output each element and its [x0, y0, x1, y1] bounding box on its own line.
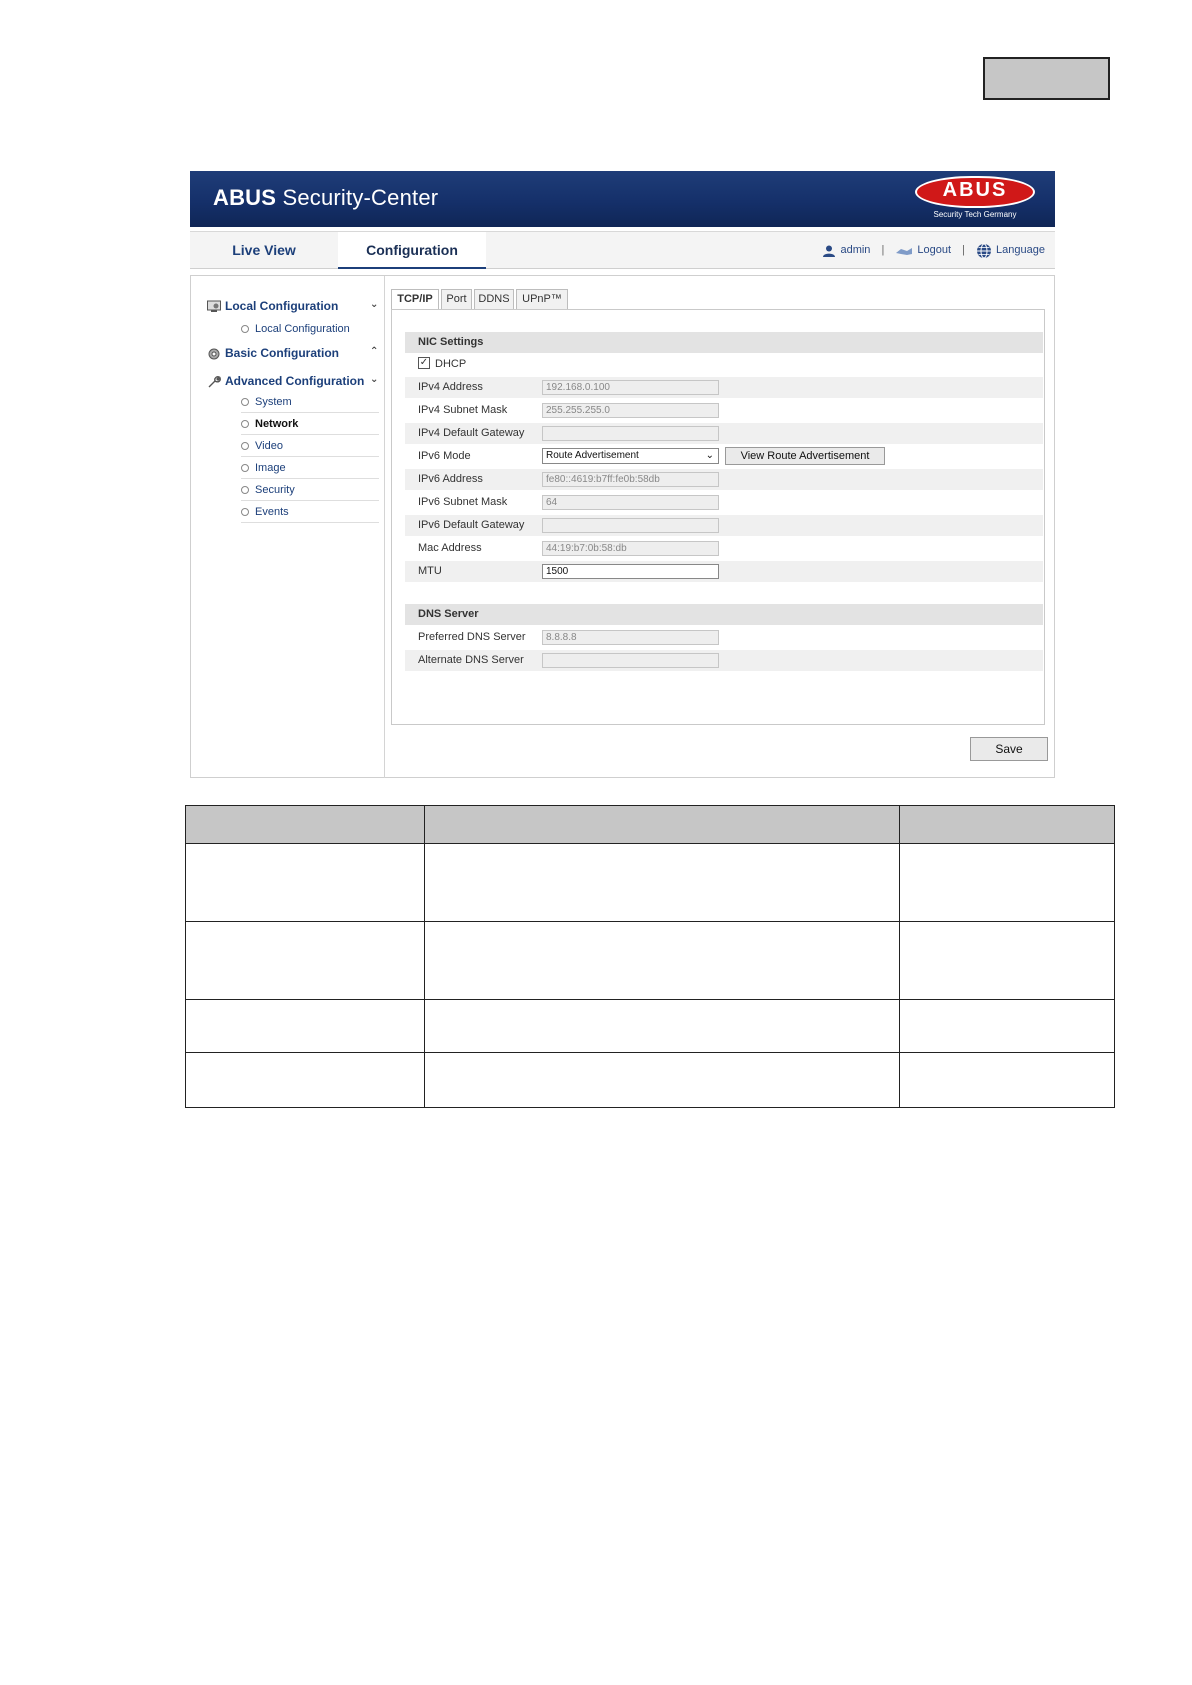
table-cell	[425, 922, 900, 1000]
ipv6-mode-row	[405, 446, 1043, 467]
username: admin	[840, 244, 871, 256]
field-label: IPv6 Subnet Mask	[418, 496, 508, 508]
sidebar-item-image[interactable]	[241, 458, 379, 479]
sidebar-basic-configuration[interactable]	[207, 346, 379, 361]
alternate-dns-field[interactable]	[542, 653, 719, 668]
main-frame	[190, 275, 1055, 778]
gear-icon	[207, 347, 221, 361]
table-cell	[900, 844, 1115, 922]
sidebar-item-label: Events	[255, 506, 289, 518]
sidebar-item-video[interactable]	[241, 436, 379, 457]
table-cell	[186, 844, 425, 922]
table-header-row	[186, 806, 1115, 844]
sidebar-advanced-config-label: Advanced Configuration	[225, 374, 365, 388]
bullet-icon	[241, 420, 249, 428]
ipv4-gateway-field[interactable]	[542, 426, 719, 441]
chevron-down-icon: ⌄	[370, 299, 379, 310]
logout-label: Logout	[917, 244, 952, 256]
tab-upnp[interactable]: UPnP™	[516, 289, 568, 310]
ipv6-gateway-row	[405, 515, 1043, 536]
ipv6-mask-row	[405, 492, 1043, 513]
tab-configuration[interactable]: Configuration	[338, 232, 486, 269]
sidebar-item-label: Video	[255, 440, 283, 452]
table-cell	[425, 1053, 900, 1108]
mtu-field[interactable]: 1500	[542, 564, 719, 579]
section-title: NIC Settings	[418, 336, 484, 348]
field-label: MTU	[418, 565, 442, 577]
sidebar-local-config-label: Local Configuration	[225, 299, 339, 313]
ipv6-gateway-field[interactable]	[542, 518, 719, 533]
chevron-up-icon: ⌃	[370, 346, 379, 357]
table-header-cell	[425, 806, 900, 844]
ipv6-address-row	[405, 469, 1043, 490]
ipv4-gateway-row	[405, 423, 1043, 444]
field-label: IPv4 Default Gateway	[418, 427, 525, 439]
user-menu	[822, 232, 1045, 269]
bullet-icon	[241, 398, 249, 406]
field-label: Preferred DNS Server	[418, 631, 526, 643]
alternate-dns-row	[405, 650, 1043, 671]
globe-icon	[976, 243, 992, 259]
ipv4-address-row	[405, 377, 1043, 398]
app-banner	[190, 171, 1055, 227]
view-route-advertisement-button[interactable]: View Route Advertisement	[725, 447, 885, 465]
logo-text: ABUS	[942, 179, 1008, 201]
table-cell	[186, 1000, 425, 1053]
ipv4-subnet-mask-field[interactable]: 255.255.255.0	[542, 403, 719, 418]
field-label: IPv6 Default Gateway	[418, 519, 525, 531]
ipv6-subnet-mask-field[interactable]: 64	[542, 495, 719, 510]
bullet-icon	[241, 508, 249, 516]
sidebar-item-label: Local Configuration	[255, 323, 350, 335]
table-cell	[425, 844, 900, 922]
user-icon	[822, 244, 836, 258]
user-entry[interactable]	[822, 232, 870, 269]
ipv6-mode-select[interactable]	[542, 448, 719, 464]
separator: |	[962, 244, 965, 257]
field-label: IPv6 Address	[418, 473, 483, 485]
tab-tcp-ip[interactable]: TCP/IP	[391, 289, 439, 310]
sidebar-item-label: System	[255, 396, 292, 408]
language-link[interactable]	[976, 232, 1045, 269]
table-row	[186, 922, 1115, 1000]
tcpip-panel	[391, 309, 1045, 725]
table-header-cell	[900, 806, 1115, 844]
sidebar-basic-config-label: Basic Configuration	[225, 346, 340, 360]
table-header-cell	[186, 806, 425, 844]
nic-settings-header	[405, 332, 1043, 353]
preferred-dns-field[interactable]: 8.8.8.8	[542, 630, 719, 645]
bullet-icon	[241, 464, 249, 472]
chevron-down-icon: ⌄	[705, 450, 714, 461]
top-nav	[190, 231, 1055, 269]
logout-link[interactable]	[895, 232, 951, 269]
sidebar-item-local-configuration[interactable]	[241, 319, 369, 340]
chevron-down-icon: ⌄	[370, 374, 379, 385]
sidebar-item-system[interactable]	[241, 392, 379, 413]
mac-address-row	[405, 538, 1043, 559]
bullet-icon	[241, 486, 249, 494]
table-cell	[900, 922, 1115, 1000]
field-label: Alternate DNS Server	[418, 654, 524, 666]
sidebar-item-label: Image	[255, 462, 286, 474]
section-title: DNS Server	[418, 608, 479, 620]
select-value: Route Advertisement	[546, 450, 639, 461]
field-label: IPv4 Subnet Mask	[418, 404, 508, 416]
sidebar-item-label: Security	[255, 484, 295, 496]
dhcp-checkbox-wrap[interactable]	[418, 354, 466, 375]
mac-address-field[interactable]: 44:19:b7:0b:58:db	[542, 541, 719, 556]
mtu-row	[405, 561, 1043, 582]
local-config-icon	[207, 300, 221, 313]
ipv4-address-field[interactable]: 192.168.0.100	[542, 380, 719, 395]
sidebar-advanced-configuration[interactable]	[207, 374, 379, 389]
table-cell	[186, 922, 425, 1000]
dhcp-row	[405, 354, 1043, 375]
field-label: IPv4 Address	[418, 381, 483, 393]
tab-ddns[interactable]: DDNS	[474, 289, 514, 310]
sidebar-item-security[interactable]	[241, 480, 379, 501]
language-label: Language	[996, 244, 1045, 256]
dns-server-header	[405, 604, 1043, 625]
table-cell	[900, 1053, 1115, 1108]
wrench-icon	[207, 375, 221, 389]
sidebar-item-events[interactable]	[241, 502, 379, 523]
abus-logo	[915, 176, 1035, 222]
ipv6-address-field[interactable]: fe80::4619:b7ff:fe0b:58db	[542, 472, 719, 487]
camera-web-ui-screenshot	[190, 171, 1055, 778]
logo-subtitle: Security Tech Germany	[933, 210, 1017, 219]
sidebar-item-label: Network	[255, 418, 299, 430]
tab-live-view[interactable]: Live View	[232, 242, 296, 258]
table-cell	[900, 1000, 1115, 1053]
save-button[interactable]: Save	[970, 737, 1048, 761]
sidebar-item-network[interactable]	[241, 414, 379, 435]
table-cell	[186, 1053, 425, 1108]
table-row	[186, 1000, 1115, 1053]
page-label-box	[983, 57, 1110, 100]
sidebar-local-configuration[interactable]	[207, 299, 379, 313]
logout-icon	[895, 245, 913, 257]
app-title: ABUS Security-Center	[213, 185, 439, 210]
field-label: IPv6 Mode	[418, 450, 471, 462]
description-table	[185, 805, 1115, 1108]
tab-port[interactable]: Port	[441, 289, 472, 310]
dhcp-label: DHCP	[435, 358, 467, 370]
ipv4-mask-row	[405, 400, 1043, 421]
table-row	[186, 1053, 1115, 1108]
sidebar	[191, 276, 385, 778]
dhcp-checkbox[interactable]: ✓	[419, 357, 429, 369]
table-row	[186, 844, 1115, 922]
bullet-icon	[241, 442, 249, 450]
separator: |	[881, 244, 885, 257]
field-label: Mac Address	[418, 542, 482, 554]
preferred-dns-row	[405, 627, 1043, 648]
table-cell	[425, 1000, 900, 1053]
bullet-icon	[241, 325, 249, 333]
